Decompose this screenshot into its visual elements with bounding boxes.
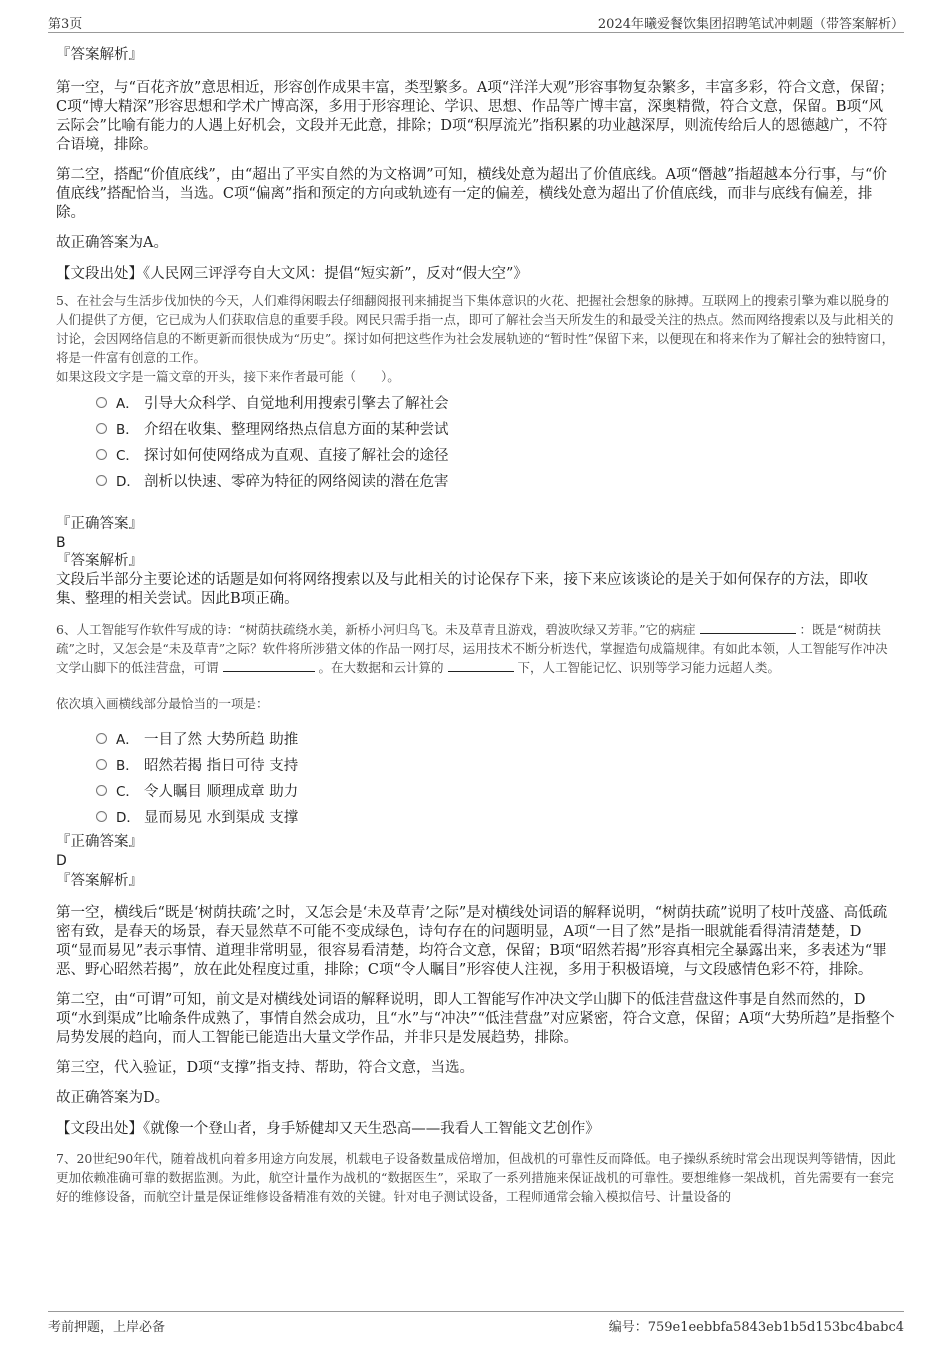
answer-analysis-label: 『答案解析』 [56, 553, 143, 569]
q4-conclusion: 故正确答案为A。 [56, 235, 168, 251]
q5-stem: 5、在社会与生活步伐加快的今天，人们难得闲暇去仔细翻阅报刊来捕捉当下集体意识的火花、把握社会想象的脉搏。互联网上的搜索引擎为难以脱身的人们提供了方便，它已成为人们获取信息的重要手段。网民只需手指一点，即可了解社会当天所发生的和最受关注的热点。然而网络搜索以及与此相关的讨论，会因网络信息的不断更新而很快成为“历史”。探讨如何把这些作为社会发展轨迹的“暂时性”保留下来，以便现在和将来作为了解社会的独特窗口，将是一件富有创意的工作。 [56, 293, 895, 365]
document-title: 2024年曦爱餐饮集团招聘笔试冲刺题（带答案解析） [597, 17, 904, 32]
q6-options [96, 725, 896, 829]
q4-analysis-para2: 第二空，搭配“价值底线”，由“超出了平实自然的为文格调”可知，横线处意为超出了价值底线。A项“僭越”指超越本分行事，与“价值底线”搭配恰当，当选。C项“偏离”指和预定的方向或轨迹有一定的偏差，横线处意为超出了价值底线，而非与底线有偏差，排除。 [56, 167, 887, 221]
radio-icon[interactable] [96, 811, 107, 822]
q6-option-c[interactable]: C． 令人瞩目 顺理成章 助力 [96, 777, 896, 803]
radio-icon[interactable] [96, 785, 107, 796]
q5-option-b[interactable]: B． 介绍在收集、整理网络热点信息方面的某种尝试 [96, 415, 896, 441]
page-header [48, 10, 904, 33]
answer-analysis-label: 『答案解析』 [56, 873, 143, 889]
page-footer [48, 1311, 904, 1334]
q5-correct-answer: B [56, 535, 66, 551]
radio-icon[interactable] [96, 475, 107, 486]
footer-slogan: 考前押题，上岸必备 [48, 1320, 166, 1335]
q5-analysis: 文段后半部分主要论述的话题是如何将网络搜索以及与此相关的讨论保存下来，接下来应该谈论的是关于如何保存的方法，即收集、整理的相关尝试。因此B项正确。 [56, 572, 868, 607]
radio-icon[interactable] [96, 423, 107, 434]
q5-option-d[interactable]: D． 剖析以快速、零碎为特征的网络阅读的潜在危害 [96, 467, 896, 493]
radio-icon[interactable] [96, 759, 107, 770]
q6-question: 依次填入画横线部分最恰当的一项是： [56, 696, 269, 711]
q7-stem: 7、20世纪90年代，随着战机向着多用途方向发展，机载电子设备数量成倍增加，但战机的可靠性反而降低。电子操纵系统时常会出现误判等错情，因此更加依赖准确可靠的数据监测。为此，航空计量作为战机的“数据医生”，采取了一系列措施来保证战机的可靠性。要想维修一架战机，首先需要有一套完好的维修设备，而航空计量是保证维修设备精准有效的关键。针对电子测试设备，工程师通常会输入模拟信号、计量设备的 [56, 1151, 896, 1204]
q4-source: 【文段出处】《人民网三评浮夸自大文风：提倡“短实新”，反对“假大空”》 [56, 266, 528, 282]
fill-blank-1 [700, 621, 796, 634]
radio-icon[interactable] [96, 733, 107, 744]
correct-answer-label: 『正确答案』 [56, 834, 143, 850]
q5-question: 如果这段文字是一篇文章的开头，接下来作者最可能（ ）。 [56, 369, 400, 384]
answer-analysis-label: 『答案解析』 [56, 47, 143, 63]
q5-options [96, 389, 896, 493]
document-id: 编号：759e1eebbfa5843eb1b5d153bc4babc4 [608, 1320, 904, 1335]
q6-correct-answer: D [56, 853, 67, 869]
q6-conclusion: 故正确答案为D。 [56, 1090, 170, 1106]
q4-analysis-para1: 第一空，与“百花齐放”意思相近，形容创作成果丰富，类型繁多。A项“洋洋大观”形容事物复杂繁多，丰富多彩，符合文意，保留；C项“博大精深”形容思想和学术广博高深，多用于形容理论、学识、思想、作品等广博丰富，深奥精微，符合文意，保留。B项“风云际会”比喻有能力的人遇上好机会，文段并无此意，排除；D项“积厚流光”指积累的功业越深厚，则流传给后人的恩德越广，不符合语境，排除。 [56, 80, 894, 153]
q5-option-a[interactable]: A． 引导大众科学、自觉地利用搜索引擎去了解社会 [96, 389, 896, 415]
radio-icon[interactable] [96, 449, 107, 460]
q6-analysis-para1: 第一空，横线后“既是‘树荫扶疏’之时，又怎会是‘未及草青’之际”是对横线处词语的解释说明，“树荫扶疏”说明了枝叶茂盛、高低疏密有致，是春天的场景，春天显然草不可能不变成绿色，诗句存在的问题明显，A项“一目了然”是指一眼就能看得清清楚楚，D项“显而易见”表示事情、道理非常明显，很容易看清楚，均符合文意，保留；B项“昭然若揭”形容真相完全暴露出来，多表述为“罪恶、野心昭然若揭”，放在此处程度过重，排除；C项“令人瞩目”形容使人注视，多用于积极语境，与文段感情色彩不符，排除。 [56, 905, 888, 978]
q6-option-b[interactable]: B． 昭然若揭 指日可待 支持 [96, 751, 896, 777]
q6-option-a[interactable]: A． 一目了然 大势所趋 助推 [96, 725, 896, 751]
correct-answer-label: 『正确答案』 [56, 516, 143, 532]
q6-source: 【文段出处】《就像一个登山者，身手矫健却又天生恐高——我看人工智能文艺创作》 [56, 1121, 600, 1137]
fill-blank-2 [223, 659, 315, 672]
q6-stem: 6、人工智能写作软件写成的诗：“树荫扶疏绕水美，新桥小河归鸟飞。未及草青且游戏，碧波吹绿又芳菲。”它的病症 ：既是“树荫扶疏”之时，又怎会是“未及草青”之际？软件将所涉猎文体的作品一网打尽，运用技术不断分析迭代，掌握造句成篇规律。有如此本领，人工智能写作冲决文学山脚下的低洼营盘，可谓 。在大数据和云计算的 下，人工智能记忆、识别等学习能力远超人类。 [56, 622, 888, 675]
page-number: 第3页 [48, 17, 83, 32]
radio-icon[interactable] [96, 397, 107, 408]
fill-blank-3 [448, 659, 514, 672]
q6-option-d[interactable]: D． 显而易见 水到渠成 支撑 [96, 803, 896, 829]
q6-analysis-para2: 第二空，由“可谓”可知，前文是对横线处词语的解释说明，即人工智能写作冲决文学山脚下的低洼营盘这件事是自然而然的，D项“水到渠成”比喻条件成熟了，事情自然会成功，且“水”与“冲决”“低洼营盘”对应紧密，符合文意，保留；A项“大势所趋”是指整个局势发展的趋向，而人工智能已能造出大量文学作品，并非只是发展趋势，排除。 [56, 992, 895, 1046]
q6-analysis-para3: 第三空，代入验证，D项“支撑”指支持、帮助，符合文意，当选。 [56, 1060, 474, 1076]
page-content [56, 44, 896, 1206]
q5-option-c[interactable]: C． 探讨如何使网络成为直观、直接了解社会的途径 [96, 441, 896, 467]
